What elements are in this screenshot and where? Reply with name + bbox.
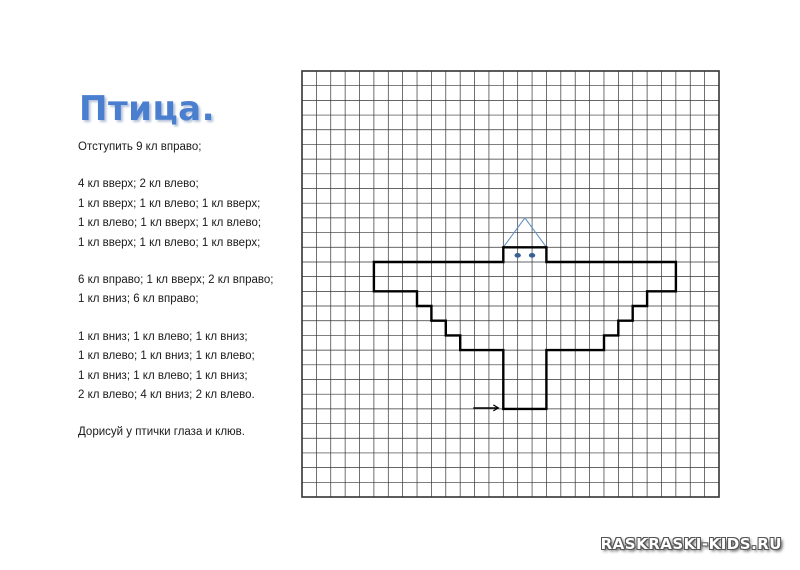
instruction-final: Дорисуй у птички глаза и клюв. [78,426,245,439]
instruction-line: 1 кл влево; 1 кл вниз; 1 кл влево; [78,350,255,363]
eye-right-icon [529,253,535,258]
instruction-line: 1 кл влево; 1 кл вверх; 1 кл влево; [78,217,262,230]
instruction-start: Отступить 9 кл вправо; [78,141,202,153]
instruction-line: 1 кл вверх; 1 кл влево; 1 кл вверх; [78,236,261,249]
page-title: Птица. [79,89,216,129]
instruction-line: 1 кл вверх; 1 кл влево; 1 кл вверх; [78,197,261,210]
instruction-line: 1 кл вниз; 1 кл влево; 1 кл вниз; [78,330,248,343]
grid-border [302,71,719,497]
site-watermark: RASKRASKI-KIDS.RU [600,535,782,553]
instruction-line: 1 кл вниз; 6 кл вправо; [78,293,199,306]
bird-figure [374,247,676,409]
grid-lines [302,71,719,497]
instruction-line: 4 кл вверх; 2 кл влево; [78,178,199,191]
instruction-line: 1 кл вниз; 1 кл влево; 1 кл вниз; [78,369,248,382]
instruction-line: 6 кл вправо; 1 кл вверх; 2 кл вправо; [78,273,274,286]
instruction-line: 2 кл влево; 4 кл вниз; 2 кл влево. [78,388,255,401]
start-arrow-icon [473,405,498,411]
eye-left-icon [514,253,520,258]
